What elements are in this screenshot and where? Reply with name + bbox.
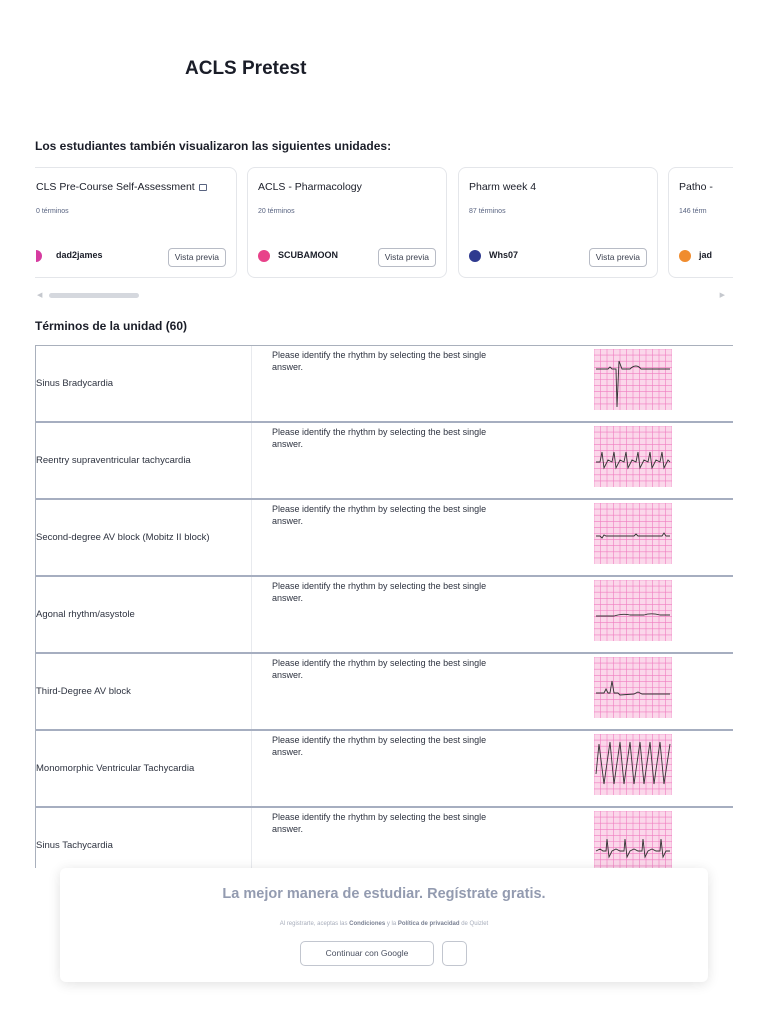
- preview-button[interactable]: Vista previa: [378, 248, 436, 267]
- unit-card-title[interactable]: Patho -: [679, 181, 713, 193]
- unit-card-title[interactable]: Pharm week 4: [469, 181, 537, 193]
- unit-card-count: 146 térm: [679, 208, 707, 215]
- term-row: [36, 500, 733, 577]
- terms-table: [35, 345, 733, 868]
- term-text: Second-degree AV block (Mobitz II block): [36, 500, 252, 575]
- unit-card-title[interactable]: CLS Pre-Course Self-Assessment: [36, 181, 207, 193]
- term-text: Sinus Bradycardia: [36, 346, 252, 421]
- ecg-strip-image: [594, 426, 672, 487]
- avatar: [469, 250, 481, 262]
- ecg-strip-image: [594, 657, 672, 718]
- ecg-strip-image: [594, 734, 672, 795]
- definition-text: Please identify the rhythm by selecting the best single answer.: [272, 581, 487, 603]
- unit-card[interactable]: [458, 167, 658, 278]
- term-text: Agonal rhythm/asystole: [36, 577, 252, 652]
- term-row: [36, 731, 733, 808]
- definition-text: Please identify the rhythm by selecting the best single answer.: [272, 812, 487, 834]
- scroll-left-icon[interactable]: ◀: [37, 292, 43, 299]
- term-row: [36, 577, 733, 654]
- signup-secondary-button[interactable]: [442, 941, 467, 966]
- definition-text: Please identify the rhythm by selecting the best single answer.: [272, 504, 487, 526]
- term-text: Third-Degree AV block: [36, 654, 252, 729]
- unit-card[interactable]: [247, 167, 447, 278]
- unit-card-user[interactable]: SCUBAMOON: [278, 250, 338, 260]
- terms-link[interactable]: Condiciones: [349, 921, 386, 927]
- definition-text: Please identify the rhythm by selecting the best single answer.: [272, 427, 487, 449]
- unit-card-count: 87 términos: [469, 208, 506, 215]
- avatar: [36, 250, 42, 262]
- term-text: Monomorphic Ventricular Tachycardia: [36, 731, 252, 806]
- page-title: ACLS Pretest: [185, 58, 307, 79]
- unit-card[interactable]: [668, 167, 733, 278]
- unit-card-count: 20 términos: [258, 208, 295, 215]
- term-row: [36, 423, 733, 500]
- term-row: [36, 654, 733, 731]
- unit-card-user[interactable]: dad2james: [56, 250, 103, 260]
- signup-title: La mejor manera de estudiar. Regístrate gratis.: [222, 886, 546, 902]
- ecg-strip-image: [594, 580, 672, 641]
- term-text: Reentry supraventricular tachycardia: [36, 423, 252, 498]
- google-signup-button[interactable]: Continuar con Google: [300, 941, 434, 966]
- preview-button[interactable]: Vista previa: [168, 248, 226, 267]
- definition-text: Please identify the rhythm by selecting the best single answer.: [272, 735, 487, 757]
- definition-text: Please identify the rhythm by selecting the best single answer.: [272, 350, 487, 372]
- related-units-carousel: [35, 167, 733, 280]
- unit-card-user[interactable]: Whs07: [489, 250, 519, 260]
- avatar: [258, 250, 270, 262]
- related-units-heading: Los estudiantes también visualizaron las siguientes unidades:: [35, 139, 392, 153]
- preview-button[interactable]: Vista previa: [589, 248, 647, 267]
- preview-icon: [199, 184, 207, 191]
- unit-card-count: 0 términos: [36, 208, 69, 215]
- scroll-right-icon[interactable]: ▶: [719, 292, 725, 299]
- avatar: [679, 250, 691, 262]
- term-row: [36, 808, 733, 868]
- unit-card-user[interactable]: jad: [699, 250, 713, 260]
- unit-card-title[interactable]: ACLS - Pharmacology: [258, 181, 362, 193]
- carousel-scrollbar[interactable]: [35, 289, 733, 301]
- unit-card[interactable]: [35, 167, 237, 278]
- term-row: [36, 346, 733, 423]
- terms-heading: Términos de la unidad (60): [35, 319, 188, 333]
- signup-terms: Al registrarte, aceptas las Condiciones y la Política de privacidad de Quizlet: [279, 921, 489, 927]
- signup-banner: [60, 868, 708, 982]
- privacy-link[interactable]: Política de privacidad: [397, 921, 460, 927]
- term-text: Sinus Tachycardia: [36, 808, 252, 868]
- ecg-strip-image: [594, 811, 672, 868]
- ecg-strip-image: [594, 503, 672, 564]
- scrollbar-thumb[interactable]: [49, 293, 139, 298]
- definition-text: Please identify the rhythm by selecting the best single answer.: [272, 658, 487, 680]
- ecg-strip-image: [594, 349, 672, 410]
